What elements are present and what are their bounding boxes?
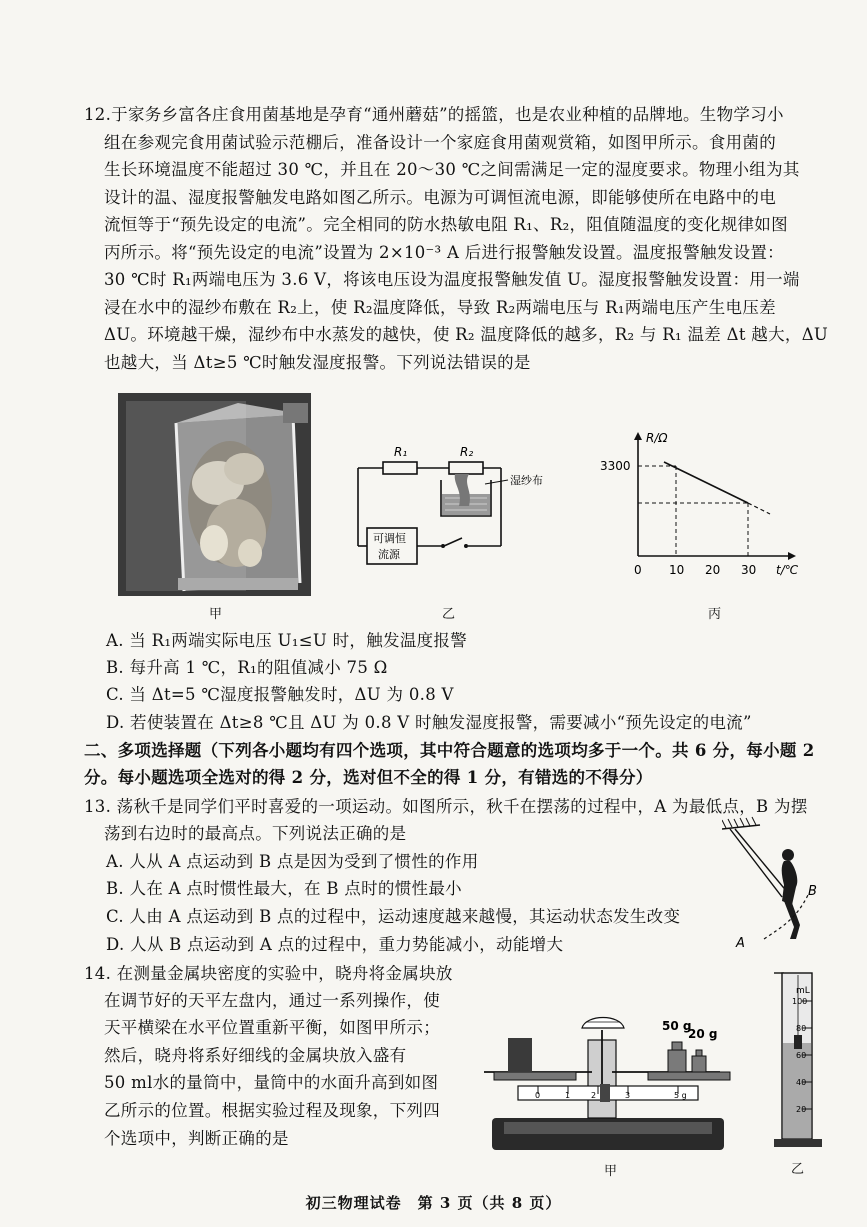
rider <box>600 1084 610 1102</box>
scale-tick-2: 2 <box>591 1091 597 1100</box>
q14-stem-line2: 在调节好的天平左盘内，通过一系列操作，使 <box>104 991 440 1010</box>
scale-tick-1: 1 <box>565 1091 571 1100</box>
page-footer: 初三物理试卷 第 3 页（共 8 页） <box>305 1194 562 1212</box>
graph-ytick: 3300 <box>600 459 631 473</box>
source-label-1: 可调恒 <box>373 532 406 545</box>
q12-stem-line-4: 设计的温、湿度报警触发电路如图乙所示。电源为可调恒流电源，即能够使所在电路中的电 <box>104 188 776 207</box>
cylinder-caption: 乙 <box>791 1162 805 1177</box>
cylinder-tick-40: 40 <box>796 1078 807 1087</box>
scale-tick-0: 0 <box>535 1091 541 1100</box>
r1-label: R₁ <box>394 445 408 459</box>
figure-jia-caption: 甲 <box>209 607 223 622</box>
q12-stem-line-1: 12.于家务乡富各庄食用菌基地是孕育“通州蘑菇”的摇篮，也是农业种植的品牌地。生物学习小 <box>84 105 784 124</box>
q14-stem-line5: 50 ml水的量筒中，量筒中的水面升高到如图 <box>104 1073 439 1092</box>
metal-block-in-water <box>794 1035 802 1049</box>
graph-xlabel: t/℃ <box>776 563 799 577</box>
q14-stem-line6: 乙所示的位置。根据实验过程及现象，下列四 <box>104 1101 440 1120</box>
weight-50g-label: 50 g <box>662 1019 692 1033</box>
q13-option-d: D. 人从 B 点运动到 A 点的过程中，重力势能减小，动能增大 <box>106 935 564 954</box>
weight-50g <box>668 1050 686 1072</box>
q14-stem-line3: 天平横梁在水平位置重新平衡，如图甲所示； <box>104 1018 440 1037</box>
figure-bing-graph <box>598 428 818 578</box>
swing-figure <box>722 815 832 955</box>
q12-option-a: A. 当 R₁两端实际电压 U₁≤U 时，触发温度报警 <box>106 631 468 650</box>
graph-xtick-30: 30 <box>741 563 757 577</box>
balance-dial <box>582 1018 624 1029</box>
graph-ylabel: R/Ω <box>646 431 668 445</box>
q12-stem-line-2: 组在参观完食用菌试验示范棚后，准备设计一个家庭食用菌观赏箱，如图甲所示。食用菌的 <box>104 133 776 152</box>
weight-20g-label: 20 g <box>688 1027 718 1041</box>
measuring-cylinder <box>770 965 830 1155</box>
scale-tick-3: 3 <box>625 1091 631 1100</box>
section-2-heading-line1: 二、多项选择题（下列各小题均有四个选项，其中符合题意的选项均多于一个。共 6 分，每小题 2 <box>84 741 815 760</box>
resistance-line <box>664 462 748 503</box>
wet-gauze-label: 湿纱布 <box>510 474 543 487</box>
balance-figure <box>478 1010 740 1160</box>
left-pan <box>494 1072 576 1080</box>
section-2-heading-line2: 分。每小题选项全选对的得 2 分，选对但不全的得 1 分，有错选的不得分） <box>84 768 653 787</box>
right-pan <box>648 1072 730 1080</box>
q12-stem-line-5: 流恒等于“预先设定的电流”。完全相同的防水热敏电阻 R₁、R₂，阻值随温度的变化规律如图 <box>104 215 788 234</box>
graph-xtick-10: 10 <box>669 563 685 577</box>
figure-yi-caption: 乙 <box>442 607 456 622</box>
q14-stem-line7: 个选项中，判断正确的是 <box>104 1129 289 1148</box>
figure-jia-photo <box>118 393 311 596</box>
cylinder-tick-100: 100 <box>792 997 808 1006</box>
q13-stem-line1: 13. 荡秋千是同学们平时喜爱的一项运动。如图所示，秋千在摆荡的过程中，A 为最低点，B 为摆 <box>84 797 808 816</box>
q12-stem-line-10: 也越大，当 Δt≥5 ℃时触发湿度报警。下列说法错误的是 <box>104 353 531 372</box>
weight-20g <box>692 1056 706 1072</box>
balance-caption: 甲 <box>604 1164 618 1179</box>
cylinder-tick-80: 80 <box>796 1024 807 1033</box>
resistor-r1 <box>383 462 417 474</box>
q12-stem-line-8: 浸在水中的湿纱布敷在 R₂上，使 R₂温度降低，导致 R₂两端电压与 R₁两端电压产生电压差 <box>104 298 776 317</box>
r2-label: R₂ <box>460 445 474 459</box>
source-label-2: 流源 <box>378 548 400 561</box>
figure-bing-caption: 丙 <box>708 607 722 622</box>
q12-stem-line-3: 生长环境温度不能超过 30 ℃，并且在 20～30 ℃之间需满足一定的湿度要求。物理小组为其 <box>104 160 800 179</box>
q12-stem-line-9: ΔU。环境越干燥，湿纱布中水蒸发的越快，使 R₂ 温度降低的越多，R₂ 与 R₁ 温差 Δt 越大，ΔU <box>104 325 829 344</box>
q12-option-d: D. 若使装置在 Δt≥8 ℃且 ΔU 为 0.8 V 时触发湿度报警，需要减小“预先设定的电流” <box>106 713 752 732</box>
figure-yi-circuit <box>345 436 565 576</box>
graph-xtick-20: 20 <box>705 563 721 577</box>
q12-option-c: C. 当 Δt=5 ℃湿度报警触发时，ΔU 为 0.8 V <box>106 685 454 704</box>
q13-option-a: A. 人从 A 点运动到 B 点是因为受到了惯性的作用 <box>106 852 479 871</box>
graph-xtick-0: 0 <box>634 563 642 577</box>
resistor-r2 <box>449 462 483 474</box>
q12-stem-line-7: 30 ℃时 R₁两端电压为 3.6 V，将该电压设为温度报警触发值 U。湿度报警触发设置：用一端 <box>104 270 800 289</box>
q13-option-b: B. 人在 A 点时惯性最大，在 B 点时的惯性最小 <box>106 879 462 898</box>
cylinder-tick-60: 60 <box>796 1051 807 1060</box>
q14-stem-line4: 然后，晓舟将系好细线的金属块放入盛有 <box>104 1046 407 1065</box>
cylinder-unit: mL <box>796 986 810 996</box>
point-a-label: A <box>736 936 745 951</box>
scale-tick-5: 5 g <box>674 1091 687 1100</box>
q13-option-c: C. 人由 A 点运动到 B 点的过程中，运动速度越来越慢，其运动状态发生改变 <box>106 907 681 926</box>
metal-block <box>508 1038 532 1072</box>
q12-stem-line-6: 丙所示。将“预先设定的电流”设置为 2×10⁻³ A 后进行报警触发设置。温度报警触发设置： <box>104 243 784 262</box>
switch <box>444 538 462 546</box>
q14-stem-line1: 14. 在测量金属块密度的实验中，晓舟将金属块放 <box>84 964 453 983</box>
point-b-label: B <box>808 884 817 899</box>
q12-option-b: B. 每升高 1 ℃，R₁的阻值减小 75 Ω <box>106 658 388 677</box>
cylinder-tick-20: 20 <box>796 1105 807 1114</box>
q13-stem-line2: 荡到右边时的最高点。下列说法正确的是 <box>104 824 407 843</box>
swing-rope <box>730 829 782 897</box>
person-silhouette <box>782 861 798 905</box>
